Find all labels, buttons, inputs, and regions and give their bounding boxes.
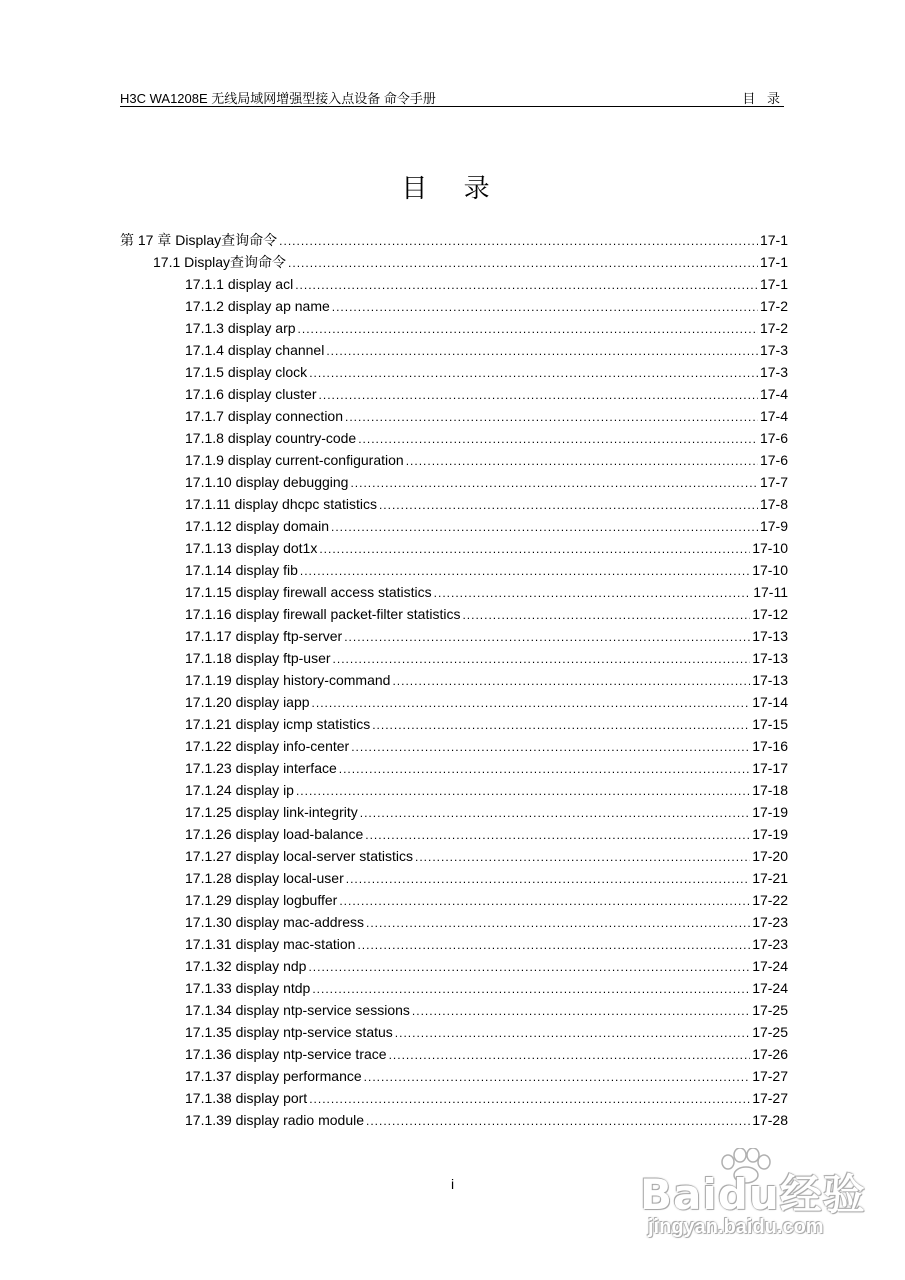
toc-entry-page: 17-28	[752, 1112, 788, 1128]
toc-entry[interactable]	[120, 1109, 788, 1131]
toc-entry[interactable]	[120, 779, 788, 801]
toc-entry-label: 17.1.9 display current-configuration	[185, 452, 404, 468]
toc-entry[interactable]	[120, 493, 788, 515]
watermark-logo-text: Baidu经验	[640, 1170, 866, 1219]
table-of-contents	[120, 229, 788, 1131]
toc-entry-page: 17-23	[752, 936, 788, 952]
toc-dot-leader	[296, 780, 750, 802]
toc-entry-label: 17.1.38 display port	[185, 1090, 308, 1106]
toc-entry-label: 17.1.20 display iapp	[185, 694, 310, 710]
toc-dot-leader	[379, 494, 758, 516]
toc-dot-leader	[333, 648, 751, 670]
toc-dot-leader	[279, 230, 758, 252]
toc-entry[interactable]	[120, 647, 788, 669]
toc-entry-label: 17.1.17 display ftp-server	[185, 628, 343, 644]
header-document-title: H3C WA1208E 无线局域网增强型接入点设备 命令手册	[120, 91, 436, 106]
toc-dot-leader	[406, 450, 758, 472]
toc-entry-page: 17-25	[752, 1024, 788, 1040]
toc-entry-page: 17-11	[753, 584, 788, 600]
toc-entry-label: 17.1.13 display dot1x	[185, 540, 318, 556]
toc-entry-page: 17-13	[752, 672, 788, 688]
toc-entry-page: 17-1	[759, 254, 788, 270]
toc-entry-label: 17.1.26 display load-balance	[185, 826, 364, 842]
toc-dot-leader	[358, 428, 758, 450]
toc-dot-leader	[345, 406, 758, 428]
toc-entry-page: 17-25	[752, 1002, 788, 1018]
toc-dot-leader	[434, 582, 752, 604]
toc-entry[interactable]	[120, 823, 788, 845]
toc-entry-page: 17-6	[759, 430, 788, 446]
page-number: i	[450, 1176, 455, 1192]
toc-entry[interactable]	[120, 229, 788, 251]
toc-entry-page: 17-2	[759, 298, 788, 314]
toc-entry-page: 17-10	[752, 562, 788, 578]
toc-entry-page: 17-19	[752, 804, 788, 820]
toc-entry[interactable]	[120, 933, 788, 955]
page-title: 目 录	[401, 174, 504, 204]
toc-entry-label: 17.1.21 display icmp statistics	[185, 716, 371, 732]
toc-entry-label: 17.1.7 display connection	[185, 408, 343, 424]
toc-entry[interactable]	[120, 515, 788, 537]
toc-entry[interactable]	[120, 691, 788, 713]
toc-dot-leader	[462, 604, 750, 626]
toc-entry-page: 17-10	[752, 540, 788, 556]
header-section-name: 目 录	[742, 91, 784, 106]
toc-entry[interactable]	[120, 669, 788, 691]
toc-entry[interactable]	[120, 581, 788, 603]
toc-dot-leader	[366, 912, 750, 934]
toc-entry-label: 17.1.8 display country-code	[185, 430, 357, 446]
toc-entry[interactable]	[120, 625, 788, 647]
toc-entry-page: 17-16	[752, 738, 788, 754]
toc-dot-leader	[357, 934, 750, 956]
toc-entry[interactable]	[120, 845, 788, 867]
toc-dot-leader	[392, 670, 750, 692]
toc-entry-label: 17.1.14 display fib	[185, 562, 298, 578]
toc-dot-leader	[288, 252, 758, 274]
toc-dot-leader	[300, 560, 750, 582]
toc-entry-page: 17-26	[752, 1046, 788, 1062]
toc-entry-label: 17.1.18 display ftp-user	[185, 650, 331, 666]
toc-entry-label: 17.1.6 display cluster	[185, 386, 317, 402]
toc-entry[interactable]	[120, 1021, 788, 1043]
toc-dot-leader	[364, 1066, 751, 1088]
toc-entry-page: 17-18	[752, 782, 788, 798]
toc-dot-leader	[346, 868, 750, 890]
toc-entry[interactable]	[120, 317, 788, 339]
toc-entry-label: 17.1.11 display dhcpc statistics	[185, 496, 377, 512]
toc-entry[interactable]	[120, 603, 788, 625]
toc-entry-label: 17.1.30 display mac-address	[185, 914, 364, 930]
toc-dot-leader	[350, 472, 758, 494]
toc-entry[interactable]	[120, 867, 788, 889]
toc-entry[interactable]	[120, 537, 788, 559]
toc-entry-label: 17.1.16 display firewall packet-filter statistics	[185, 606, 461, 622]
toc-entry-page: 17-1	[759, 232, 788, 248]
toc-entry[interactable]	[120, 911, 788, 933]
toc-entry-page: 17-24	[752, 980, 788, 996]
toc-entry-page: 17-1	[759, 276, 788, 292]
toc-entry[interactable]	[120, 251, 788, 273]
toc-entry-page: 17-14	[752, 694, 788, 710]
toc-entry-label: 17.1.10 display debugging	[185, 474, 349, 490]
toc-entry-label: 17.1.3 display arp	[185, 320, 296, 336]
toc-dot-leader	[319, 538, 750, 560]
toc-entry-page: 17-19	[752, 826, 788, 842]
toc-entry[interactable]	[120, 977, 788, 999]
toc-entry-label: 17.1.25 display link-integrity	[185, 804, 358, 820]
toc-entry[interactable]	[120, 559, 788, 581]
toc-entry-label: 17.1.4 display channel	[185, 342, 325, 358]
toc-dot-leader	[295, 274, 758, 296]
toc-entry-label: 17.1.33 display ntdp	[185, 980, 311, 996]
toc-entry-page: 17-4	[759, 408, 788, 424]
toc-entry-page: 17-13	[752, 650, 788, 666]
toc-dot-leader	[298, 318, 758, 340]
toc-dot-leader	[372, 714, 750, 736]
toc-dot-leader	[319, 384, 758, 406]
toc-entry-page: 17-22	[752, 892, 788, 908]
toc-entry[interactable]	[120, 449, 788, 471]
toc-entry-page: 17-7	[759, 474, 788, 490]
toc-entry-label: 17.1.31 display mac-station	[185, 936, 356, 952]
toc-entry[interactable]	[120, 999, 788, 1021]
toc-entry-page: 17-6	[759, 452, 788, 468]
toc-entry-page: 17-4	[759, 386, 788, 402]
toc-entry[interactable]	[120, 889, 788, 911]
page-header	[120, 86, 784, 107]
toc-dot-leader	[312, 692, 751, 714]
toc-entry-label: 17.1.1 display acl	[185, 276, 294, 292]
toc-dot-leader	[326, 340, 758, 362]
toc-entry[interactable]	[120, 1043, 788, 1065]
toc-entry-page: 17-17	[752, 760, 788, 776]
toc-entry[interactable]	[120, 713, 788, 735]
toc-entry[interactable]	[120, 471, 788, 493]
toc-entry-label: 17.1.12 display domain	[185, 518, 329, 534]
toc-entry-label: 17.1.34 display ntp-service sessions	[185, 1002, 410, 1018]
toc-dot-leader	[332, 296, 758, 318]
toc-entry[interactable]	[120, 735, 788, 757]
toc-entry-page: 17-12	[752, 606, 788, 622]
toc-dot-leader	[412, 1000, 750, 1022]
toc-entry[interactable]	[120, 295, 788, 317]
toc-dot-leader	[415, 846, 750, 868]
toc-dot-leader	[309, 1088, 750, 1110]
toc-entry-label: 17.1.39 display radio module	[185, 1112, 365, 1128]
toc-dot-leader	[351, 736, 750, 758]
toc-entry-label: 17.1.32 display ndp	[185, 958, 307, 974]
toc-entry-page: 17-27	[752, 1068, 788, 1084]
toc-entry[interactable]	[120, 273, 788, 295]
toc-entry[interactable]	[120, 757, 788, 779]
toc-dot-leader	[360, 802, 750, 824]
toc-dot-leader	[308, 956, 750, 978]
toc-entry[interactable]	[120, 405, 788, 427]
toc-entry-page: 17-23	[752, 914, 788, 930]
toc-entry[interactable]	[120, 955, 788, 977]
toc-entry-label: 17.1.37 display performance	[185, 1068, 362, 1084]
toc-dot-leader	[309, 362, 758, 384]
toc-dot-leader	[339, 758, 750, 780]
toc-dot-leader	[344, 626, 750, 648]
toc-entry-label: 17.1.28 display local-user	[185, 870, 344, 886]
toc-entry[interactable]	[120, 1065, 788, 1087]
toc-dot-leader	[389, 1044, 751, 1066]
baidu-watermark	[640, 1148, 870, 1258]
toc-entry-label: 17.1.23 display interface	[185, 760, 337, 776]
toc-entry-label: 17.1.5 display clock	[185, 364, 308, 380]
toc-dot-leader	[366, 1110, 750, 1132]
toc-entry-label: 17.1 Display查询命令	[153, 254, 287, 270]
toc-dot-leader	[395, 1022, 750, 1044]
toc-entry-page: 17-27	[752, 1090, 788, 1106]
watermark-url: jingyan.baidu.com	[648, 1216, 824, 1238]
toc-entry-label: 第 17 章 Display查询命令	[120, 232, 278, 248]
toc-entry-label: 17.1.27 display local-server statistics	[185, 848, 413, 864]
toc-entry-page: 17-21	[752, 870, 788, 886]
toc-entry-label: 17.1.35 display ntp-service status	[185, 1024, 393, 1040]
toc-dot-leader	[312, 978, 750, 1000]
toc-entry[interactable]	[120, 339, 788, 361]
toc-entry-page: 17-3	[759, 364, 788, 380]
toc-entry-label: 17.1.29 display logbuffer	[185, 892, 338, 908]
toc-entry-page: 17-9	[759, 518, 788, 534]
toc-entry-page: 17-13	[752, 628, 788, 644]
toc-entry-label: 17.1.15 display firewall access statistics	[185, 584, 432, 600]
toc-entry-page: 17-20	[752, 848, 788, 864]
toc-entry-page: 17-15	[752, 716, 788, 732]
toc-entry[interactable]	[120, 801, 788, 823]
toc-entry[interactable]	[120, 361, 788, 383]
toc-entry-label: 17.1.24 display ip	[185, 782, 294, 798]
toc-entry[interactable]	[120, 383, 788, 405]
toc-entry-page: 17-24	[752, 958, 788, 974]
toc-entry[interactable]	[120, 1087, 788, 1109]
toc-entry-page: 17-8	[759, 496, 788, 512]
toc-dot-leader	[339, 890, 750, 912]
toc-entry-page: 17-2	[759, 320, 788, 336]
toc-entry-label: 17.1.36 display ntp-service trace	[185, 1046, 387, 1062]
toc-entry-label: 17.1.19 display history-command	[185, 672, 391, 688]
toc-entry-page: 17-3	[759, 342, 788, 358]
toc-entry[interactable]	[120, 427, 788, 449]
toc-dot-leader	[365, 824, 750, 846]
toc-entry-label: 17.1.22 display info-center	[185, 738, 350, 754]
toc-entry-label: 17.1.2 display ap name	[185, 298, 330, 314]
toc-dot-leader	[331, 516, 758, 538]
